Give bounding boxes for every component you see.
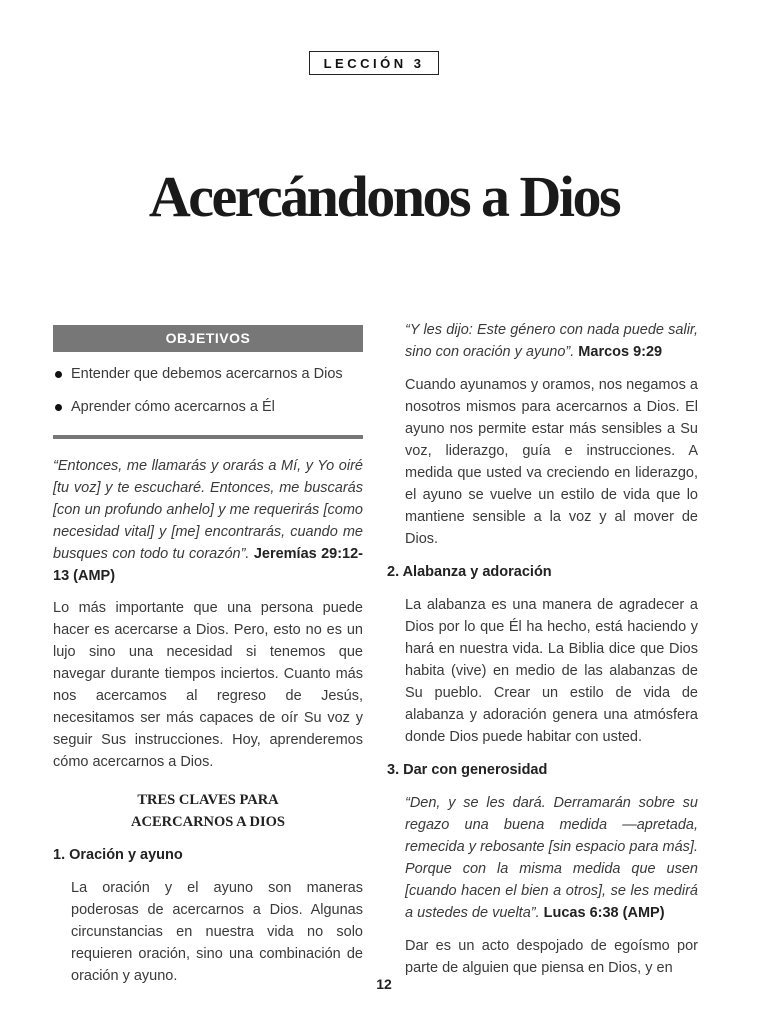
scripture-quote: [387, 319, 698, 363]
body-paragraph: Dar es un acto despojado de egoísmo por parte de alguien que piensa en Dios, y en: [405, 938, 698, 976]
subheading-line: ACERCARNOS A DIOS: [131, 814, 285, 830]
objective-text: Entender que debemos acercarnos a Dios: [71, 366, 343, 382]
section-paragraph: La oración y el ayuno son maneras poderosas de acercarnos a Dios. Algunas circunstancias en nuestra vida no solo requieren oración, sino una combinación de oración y ayuno.: [71, 880, 363, 984]
subheading-line: TRES CLAVES PARA: [137, 792, 279, 808]
section-divider: [53, 435, 363, 439]
lesson-label: LECCIÓN 3: [309, 51, 439, 75]
quote-reference: Marcos 9:29: [578, 344, 663, 360]
quote-text: “Entonces, me llamarás y orarás a Mí, y Yo oiré [tu voz] y te escucharé. Entonces, me buscarás [con un profundo anhelo] y me requerirás [como necesidad vital] y [me] encontrarás, cuando me busques con todo tu corazón”.: [53, 458, 363, 562]
quote-text: “Y les dijo: Este género con nada puede salir, sino con oración y ayuno”.: [405, 322, 698, 360]
objectives-list: [53, 363, 363, 418]
opening-quote: [53, 455, 363, 587]
body-paragraph: Cuando ayunamos y oramos, nos negamos a nosotros mismos para acercarnos a Dios. El ayuno nos permite estar más sensibles a Su voz, liderazgo, guía e instrucciones. A medida que usted va creciendo en liderazgo, el ayuno se vuelve un estilo de vida que lo mantiene sensible a la voz y al mover de Dios.: [405, 377, 698, 547]
section-heading: 3. Dar con generosidad: [387, 762, 548, 778]
quote-reference: Lucas 6:38 (AMP): [543, 905, 665, 921]
scripture-quote: [387, 792, 698, 924]
objectives-header: OBJETIVOS: [53, 325, 363, 352]
keys-subheading: [53, 789, 363, 833]
page-title: Acercándonos a Dios: [148, 164, 620, 229]
section-heading: 1. Oración y ayuno: [53, 847, 183, 863]
objective-text: Aprender cómo acercarnos a Él: [71, 399, 275, 415]
section-heading: 2. Alabanza y adoración: [387, 564, 552, 580]
section-paragraph: La alabanza es una manera de agradecer a Dios por lo que Él ha hecho, está haciendo y hará en nuestra vida. La Biblia dice que Dios habita (vive) en medio de las alabanzas de Su pueblo. Crear un estilo de vida de alabanza y adoración genera una atmósfera donde Dios puede habitar con usted.: [405, 597, 698, 745]
quote-text: “Den, y se les dará. Derramarán sobre su regazo una buena medida —apretada, remecida y rebosante [sin espacio para más]. Porque con la misma medida que usen [cuando hacen el bien a otros], se les medirá a ustedes de vuelta”.: [405, 795, 698, 921]
page-number: 12: [376, 976, 392, 992]
left-column: [53, 325, 363, 987]
right-column: [387, 319, 698, 979]
quote-reference: Jeremías 29:12-13 (AMP): [53, 546, 363, 584]
objective-item: [53, 363, 363, 385]
bullet-icon: [55, 371, 62, 378]
intro-paragraph: Lo más importante que una persona puede hacer es acercarse a Dios. Pero, esto no es un lujo sino una necesidad si tenemos que navegar durante tiempos inciertos. Cuanto más nos acercamos al regreso de Jesús, necesitamos ser más capaces de oír Su voz y seguir Sus instrucciones. Hoy, aprenderemos cómo acercarnos a Dios.: [53, 600, 363, 770]
objective-item: [53, 396, 363, 418]
bullet-icon: [55, 404, 62, 411]
